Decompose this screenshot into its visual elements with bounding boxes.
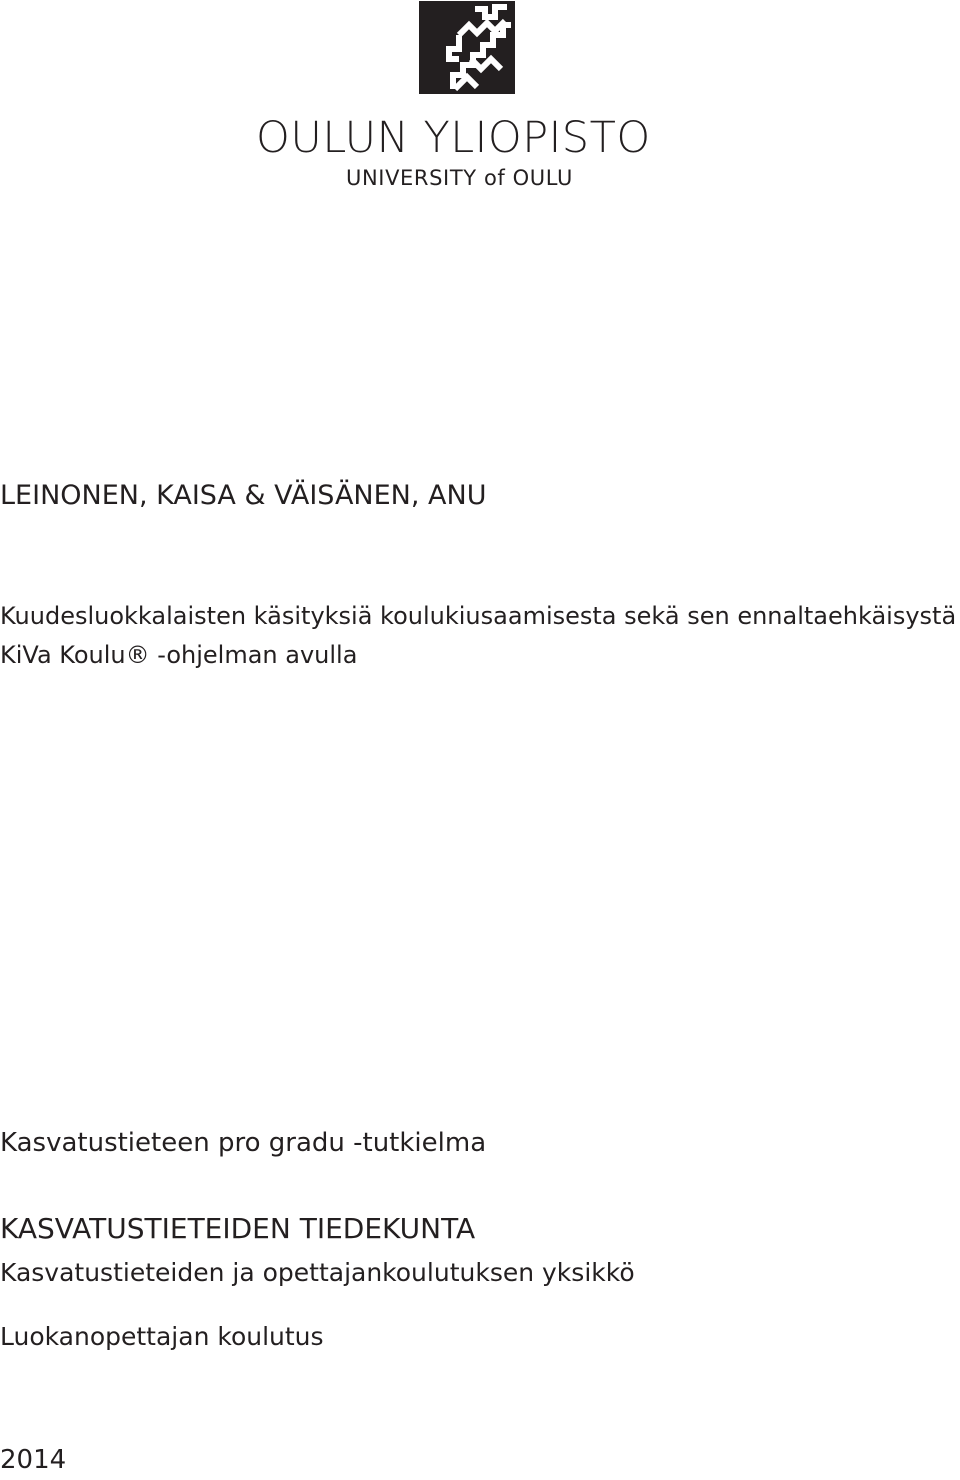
thesis-type: Kasvatustieteen pro gradu -tutkielma xyxy=(0,1128,487,1158)
program: Luokanopettajan koulutus xyxy=(0,1322,324,1351)
thesis-title-line-1: Kuudesluokkalaisten käsityksiä koulukiusaamisesta sekä sen ennaltaehkäisystä xyxy=(0,602,957,630)
university-name: OULUN YLIOPISTO xyxy=(256,113,651,163)
year: 2014 xyxy=(0,1445,67,1475)
thesis-title-line-2: KiVa Koulu® -ohjelman avulla xyxy=(0,641,358,669)
university-subtitle: UNIVERSITY of OULU xyxy=(346,166,573,190)
faculty: KASVATUSTIETEIDEN TIEDEKUNTA xyxy=(0,1212,476,1245)
unit: Kasvatustieteiden ja opettajankoulutuksen yksikkö xyxy=(0,1258,635,1287)
oulu-university-emblem-icon xyxy=(419,1,515,94)
authors: LEINONEN, KAISA & VÄISÄNEN, ANU xyxy=(0,480,487,511)
